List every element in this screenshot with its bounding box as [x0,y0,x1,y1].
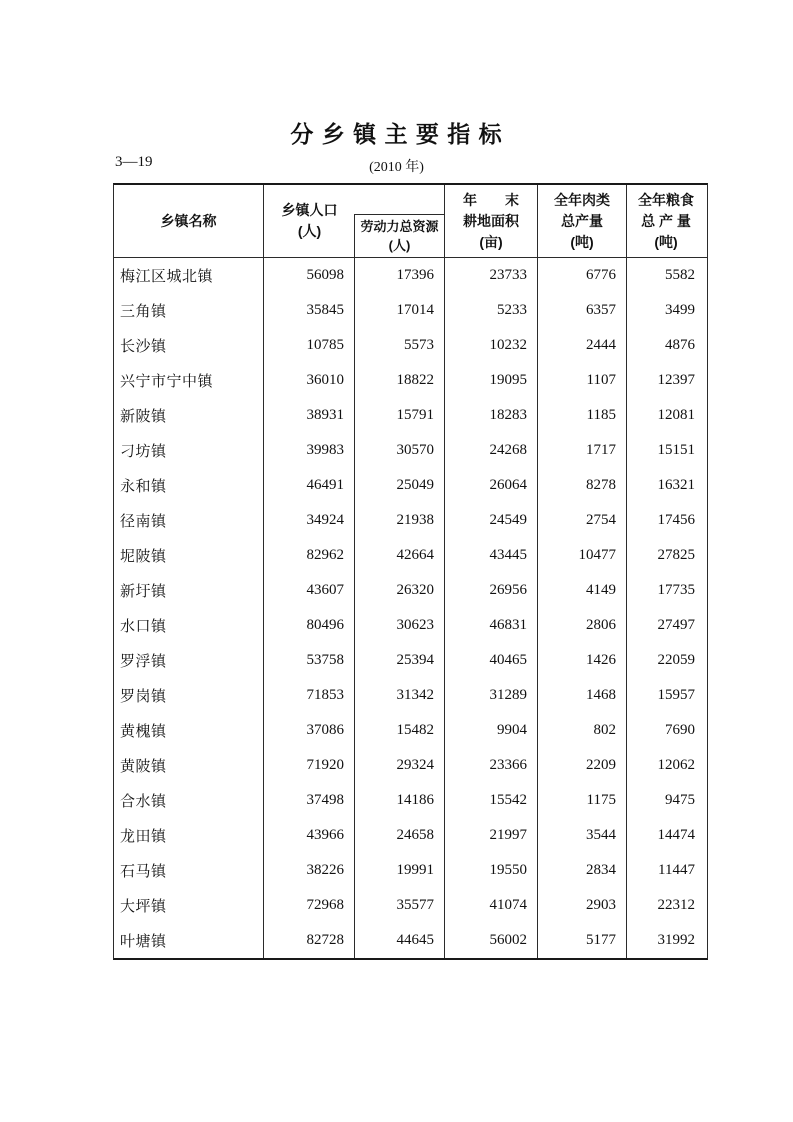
population-value: 37086 [263,713,354,748]
header-labor-unit: (人) [388,238,411,253]
farmland-value: 9904 [444,713,537,748]
farmland-value: 5233 [444,293,537,328]
meat-value: 1107 [537,363,626,398]
population-value: 10785 [263,328,354,363]
grain-value: 15151 [626,433,705,468]
labor-value: 30623 [354,608,444,643]
population-value: 80496 [263,608,354,643]
header-farmland-line1: 年 末 [463,191,519,208]
table-row [114,398,707,433]
township-name: 罗岗镇 [120,689,167,705]
table-number: 3—19 [115,154,153,170]
header-grain [626,185,705,257]
table-row [114,678,707,713]
labor-value: 25394 [354,643,444,678]
labor-value: 31342 [354,678,444,713]
header-meat-line2: 总产量 [561,212,603,229]
header-labor-line1: 劳动力总资源 [360,219,439,234]
meat-value: 1426 [537,643,626,678]
table-row [114,258,707,293]
table-row [114,503,707,538]
farmland-value: 56002 [444,923,537,958]
labor-value: 25049 [354,468,444,503]
table-row [114,818,707,853]
table-header [114,185,707,258]
table-row [114,923,707,958]
labor-value: 30570 [354,433,444,468]
table-row [114,748,707,783]
grain-value: 3499 [626,293,705,328]
meat-value: 1468 [537,678,626,713]
header-farmland-unit: (亩) [479,233,503,250]
farmland-value: 15542 [444,783,537,818]
header-township-name: 乡镇名称 [160,212,217,229]
population-value: 36010 [263,363,354,398]
farmland-value: 26956 [444,573,537,608]
population-value: 37498 [263,783,354,818]
labor-value: 42664 [354,538,444,573]
labor-value: 44645 [354,923,444,958]
header-meat [537,185,626,257]
grain-value: 7690 [626,713,705,748]
grain-value: 12081 [626,398,705,433]
population-value: 82728 [263,923,354,958]
header-population-group [263,185,444,257]
grain-value: 22312 [626,888,705,923]
population-value: 46491 [263,468,354,503]
meat-value: 1175 [537,783,626,818]
header-population-line1: 乡镇人口 [281,202,338,218]
header-farmland-line2: 耕地面积 [463,212,519,229]
grain-value: 11447 [626,853,705,888]
township-name: 黄槐镇 [120,724,167,740]
labor-value: 35577 [354,888,444,923]
farmland-value: 19550 [444,853,537,888]
meat-value: 2806 [537,608,626,643]
grain-value: 15957 [626,678,705,713]
township-name: 坭陂镇 [120,549,167,565]
grain-value: 12062 [626,748,705,783]
table-row [114,888,707,923]
labor-value: 5573 [354,328,444,363]
farmland-value: 26064 [444,468,537,503]
farmland-value: 21997 [444,818,537,853]
township-name: 罗浮镇 [120,654,167,670]
labor-value: 29324 [354,748,444,783]
grain-value: 27497 [626,608,705,643]
grain-value: 4876 [626,328,705,363]
township-name: 长沙镇 [120,339,167,355]
table-body [114,258,707,958]
meat-value: 2834 [537,853,626,888]
header-meat-unit: (吨) [570,233,594,250]
table-row [114,783,707,818]
meat-value: 2209 [537,748,626,783]
farmland-value: 19095 [444,363,537,398]
township-name: 龙田镇 [120,829,167,845]
farmland-value: 41074 [444,888,537,923]
population-value: 82962 [263,538,354,573]
township-name: 水口镇 [120,619,167,635]
township-name: 大坪镇 [120,899,167,915]
township-name: 刁坊镇 [120,444,167,460]
meat-value: 10477 [537,538,626,573]
grain-value: 12397 [626,363,705,398]
meat-value: 2903 [537,888,626,923]
labor-value: 17014 [354,293,444,328]
township-name: 三角镇 [120,304,167,320]
labor-value: 15791 [354,398,444,433]
meat-value: 802 [537,713,626,748]
table-row [114,608,707,643]
farmland-value: 43445 [444,538,537,573]
table-row [114,433,707,468]
township-name: 梅江区城北镇 [120,269,214,285]
population-value: 38931 [263,398,354,433]
header-grain-unit: (吨) [654,233,678,250]
header-grain-line1: 全年粮食 [638,191,694,208]
meat-value: 5177 [537,923,626,958]
meat-value: 1717 [537,433,626,468]
grain-value: 27825 [626,538,705,573]
labor-value: 14186 [354,783,444,818]
meat-value: 6776 [537,258,626,293]
header-farmland [444,185,537,257]
labor-value: 21938 [354,503,444,538]
township-name: 黄陂镇 [120,759,167,775]
population-value: 53758 [263,643,354,678]
indicators-table [113,183,708,960]
meat-value: 8278 [537,468,626,503]
grain-value: 17735 [626,573,705,608]
labor-value: 24658 [354,818,444,853]
township-name: 径南镇 [120,514,167,530]
township-name: 兴宁市宁中镇 [120,374,214,390]
grain-value: 9475 [626,783,705,818]
table-row [114,328,707,363]
township-name: 叶塘镇 [120,934,167,950]
population-value: 34924 [263,503,354,538]
table-row [114,468,707,503]
farmland-value: 18283 [444,398,537,433]
grain-value: 16321 [626,468,705,503]
labor-value: 19991 [354,853,444,888]
meat-value: 1185 [537,398,626,433]
township-name: 永和镇 [120,479,167,495]
table-row [114,538,707,573]
grain-value: 5582 [626,258,705,293]
meat-value: 2754 [537,503,626,538]
header-grain-line2: 总 产 量 [641,212,691,229]
table-row [114,853,707,888]
grain-value: 17456 [626,503,705,538]
population-value: 71853 [263,678,354,713]
township-name: 合水镇 [120,794,167,810]
meat-value: 4149 [537,573,626,608]
farmland-value: 24549 [444,503,537,538]
farmland-value: 24268 [444,433,537,468]
year-note: (2010 年) [369,160,424,175]
township-name: 石马镇 [120,864,167,880]
table-row [114,293,707,328]
table-row [114,643,707,678]
population-value: 43966 [263,818,354,853]
header-meat-line1: 全年肉类 [554,191,610,208]
population-value: 38226 [263,853,354,888]
labor-value: 15482 [354,713,444,748]
labor-value: 26320 [354,573,444,608]
farmland-value: 31289 [444,678,537,713]
farmland-value: 46831 [444,608,537,643]
labor-value: 18822 [354,363,444,398]
grain-value: 14474 [626,818,705,853]
population-value: 35845 [263,293,354,328]
table-row [114,573,707,608]
population-value: 72968 [263,888,354,923]
population-value: 43607 [263,573,354,608]
grain-value: 31992 [626,923,705,958]
grain-value: 22059 [626,643,705,678]
labor-value: 17396 [354,258,444,293]
page-title: 分 乡 镇 主 要 指 标 [290,121,503,147]
farmland-value: 40465 [444,643,537,678]
table-row [114,713,707,748]
farmland-value: 23366 [444,748,537,783]
township-name: 新陂镇 [120,409,167,425]
meat-value: 6357 [537,293,626,328]
population-value: 56098 [263,258,354,293]
header-labor-nested-cell [354,214,444,257]
header-population [264,185,355,257]
farmland-value: 23733 [444,258,537,293]
table-row [114,363,707,398]
meat-value: 2444 [537,328,626,363]
population-value: 71920 [263,748,354,783]
meat-value: 3544 [537,818,626,853]
township-name: 新圩镇 [120,584,167,600]
farmland-value: 10232 [444,328,537,363]
header-population-unit: (人) [297,223,322,239]
population-value: 39983 [263,433,354,468]
